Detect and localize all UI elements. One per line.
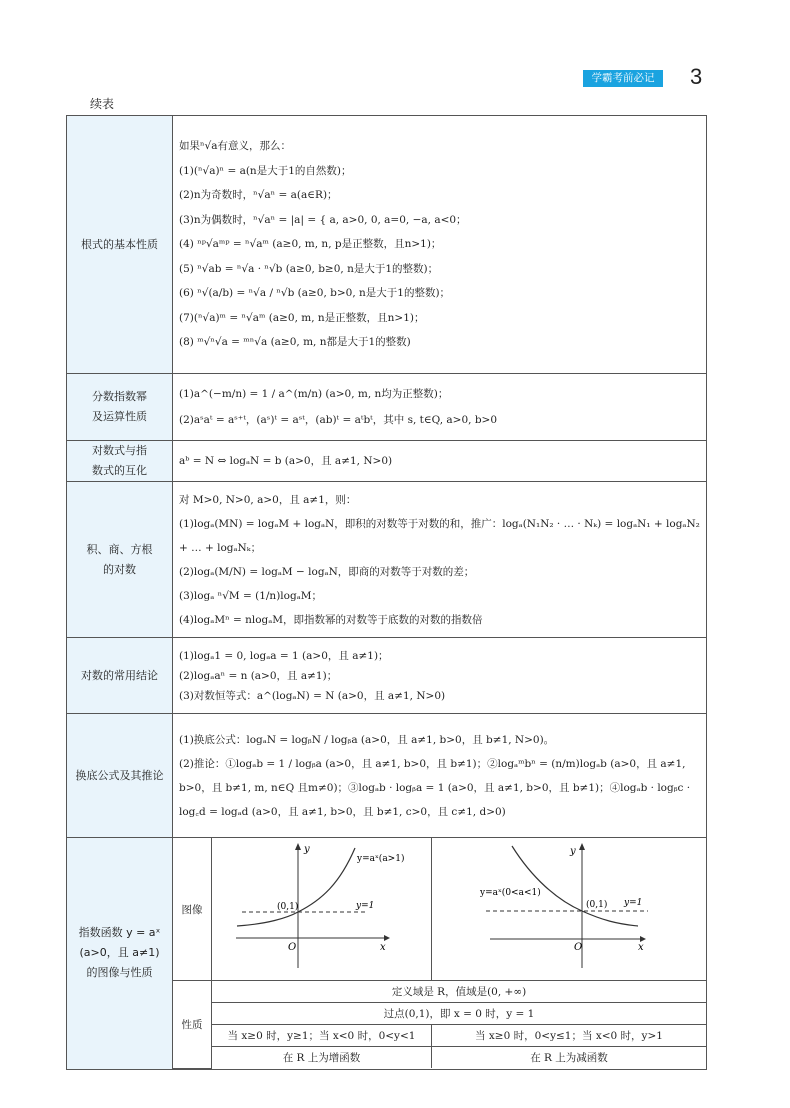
row-content <box>173 714 707 838</box>
table-row <box>67 714 707 838</box>
row-content <box>173 482 707 638</box>
row-label <box>67 482 173 638</box>
row-label <box>67 638 173 714</box>
continued-label: 续表 <box>90 97 115 111</box>
formula-line: aᵇ = N ⇔ logₐN = b (a>0，且 a≠1, N>0) <box>179 455 393 467</box>
row-label <box>67 714 173 838</box>
formula-line: (5) ⁿ√ab = ⁿ√a · ⁿ√b (a≥0, b≥0, n是大于1的整数)； <box>179 262 439 275</box>
table-row <box>67 441 707 482</box>
table-row <box>67 116 707 374</box>
table-row <box>67 374 707 441</box>
point-label: (0,1) <box>277 902 299 912</box>
label-text: 换底公式及其推论 <box>75 768 164 782</box>
formula-line: (1)a^(−m/n) = 1 / a^(m/n) (a>0, m, n均为正整数)； <box>179 388 449 400</box>
formula-line: (1)换底公式：logₐN = logᵦN / logᵦa (a>0，且 a≠1, b>0，且 b≠1, N>0)。 <box>179 733 555 746</box>
origin-label: O <box>574 942 583 953</box>
origin-label: O <box>288 942 297 953</box>
label-text: 指数函数 y = aˣ <box>78 926 161 940</box>
y-arrow <box>295 843 301 850</box>
formula-table <box>66 115 707 1070</box>
line-label: y=1 <box>624 898 643 908</box>
curve-label: y=aˣ(0<a<1) <box>480 888 541 898</box>
formula-line: (3)对数恒等式：a^(logₐN) = N (a>0，且 a≠1, N>0) <box>179 689 446 702</box>
formula-line: (6) ⁿ√(a/b) = ⁿ√a / ⁿ√b (a≥0, b>0, n是大于1的整数)； <box>179 287 451 300</box>
formula-line: (3)n为偶数时，ⁿ√aⁿ = |a| = { a, a>0, 0, a=0, −a, a<0； <box>179 213 467 226</box>
table-row <box>67 838 707 1070</box>
label-text: 对数的常用结论 <box>81 668 158 682</box>
curve-label: y=aˣ(a>1) <box>357 854 405 864</box>
formula-line: (7)(ⁿ√a)ᵐ = ⁿ√aᵐ (a≥0, m, n是正整数，且n>1)； <box>179 311 425 324</box>
label-text: 的图像与性质 <box>86 966 153 980</box>
formula-line: (2)logₐ(M/N) = logₐM − logₐN，即商的对数等于对数的差； <box>179 565 475 578</box>
formula-line: (2)aˢaᵗ = aˢ⁺ᵗ，(aˢ)ᵗ = aˢᵗ，(ab)ᵗ = aᵗbᵗ，其中 s, t∈Q, a>0, b>0 <box>179 414 498 426</box>
label-text: 数式的互化 <box>92 464 147 477</box>
formula-line: (2)logₐaⁿ = n (a>0，且 a≠1)； <box>179 669 338 682</box>
formula-line: 如果ⁿ√a有意义，那么： <box>179 140 291 153</box>
formula-line: (4)logₐMⁿ = nlogₐM，即指数幂的对数等于底数的对数的指数倍 <box>179 613 483 626</box>
table-row <box>67 638 707 714</box>
point-label: (0,1) <box>586 900 608 910</box>
prop-left-mono: 在 R 上为增函数 <box>212 1047 432 1069</box>
table-row <box>67 482 707 638</box>
header-badge: 学霸考前必记 <box>583 70 663 87</box>
graph-decreasing-svg <box>432 838 706 977</box>
formula-line: 对 M>0, N>0, a>0，且 a≠1，则： <box>179 493 357 506</box>
x-label: x <box>638 942 644 953</box>
formula-line: (4) ⁿᵖ√aᵐᵖ = ⁿ√aᵐ (a≥0, m, n, p是正整数，且n>1)； <box>179 238 442 251</box>
x-arrow <box>384 935 390 941</box>
formula-line: (1)(ⁿ√a)ⁿ = a(n是大于1的自然数)； <box>179 164 352 177</box>
formula-line: (3)logₐ ⁿ√M = (1/n)logₐM； <box>179 589 322 602</box>
prop-point: 过点(0,1)，即 x = 0 时，y = 1 <box>212 1003 707 1025</box>
row-label <box>67 838 173 1070</box>
formula-line: (1)logₐ(MN) = logₐM + logₐN，即积的对数等于对数的和，推广：logₐ(N₁N₂ · … · Nₖ) = logₐN₁ + logₐN₂ + … + logₐNₖ； <box>179 517 700 554</box>
row-content <box>173 374 707 441</box>
image-label: 图像 <box>173 838 212 981</box>
row-content <box>173 638 707 714</box>
label-text: 积、商、方根 <box>86 542 153 556</box>
graph-increasing-svg <box>212 838 431 977</box>
row-content <box>173 441 707 482</box>
y-label: y <box>570 846 576 857</box>
exp-subtable <box>173 838 706 1069</box>
row-label <box>67 441 173 482</box>
curve <box>512 846 638 926</box>
graph-increasing <box>212 838 432 981</box>
x-label: x <box>380 942 386 953</box>
label-text: 对数式与指 <box>92 444 147 457</box>
y-label: y <box>304 844 310 855</box>
label-text: 分数指数幂 <box>92 390 147 403</box>
graph-decreasing <box>432 838 707 981</box>
property-label: 性质 <box>173 981 212 1069</box>
row-label <box>67 374 173 441</box>
prop-left-range: 当 x≥0 时，y≥1；当 x<0 时，0<y<1 <box>212 1025 432 1047</box>
formula-line: (1)logₐ1 = 0, logₐa = 1 (a>0，且 a≠1)； <box>179 649 389 662</box>
y-arrow <box>579 843 585 850</box>
label-text: 及运算性质 <box>92 410 147 423</box>
page-number: 3 <box>690 64 703 89</box>
exp-content <box>173 838 707 1070</box>
row-content <box>173 116 707 374</box>
line-label: y=1 <box>356 901 375 911</box>
prop-right-mono: 在 R 上为减函数 <box>432 1047 707 1069</box>
label-text: 的对数 <box>103 562 136 576</box>
formula-line: (2)推论：①logₐb = 1 / logᵦa (a>0，且 a≠1, b>0，且 b≠1)；②logₐᵐbⁿ = (n/m)logₐb (a>0，且 a≠1, b>0，且 b≠1, m, n∈Q 且m≠0)；③logₐb · logᵦa = 1 (a>0，且 a≠1, b>0，且 b≠1)；④logₐb · logᵦc · log꜀d = logₐd (a>0，且 a≠1, b>0，且 b≠1, c>0，且 c≠1, d>0) <box>179 757 691 818</box>
prop-domain: 定义域是 R，值域是(0, +∞) <box>212 981 707 1003</box>
label-text: 根式的基本性质 <box>81 237 158 251</box>
curve <box>237 848 355 926</box>
formula-line: (8) ᵐ√ⁿ√a = ᵐⁿ√a (a≥0, m, n都是大于1的整数) <box>179 336 411 349</box>
row-label <box>67 116 173 374</box>
formula-line: (2)n为奇数时，ⁿ√aⁿ = a(a∈R)； <box>179 189 338 202</box>
label-text: (a>0，且 a≠1) <box>79 946 160 960</box>
prop-right-range: 当 x≥0 时，0<y≤1；当 x<0 时，y>1 <box>432 1025 707 1047</box>
